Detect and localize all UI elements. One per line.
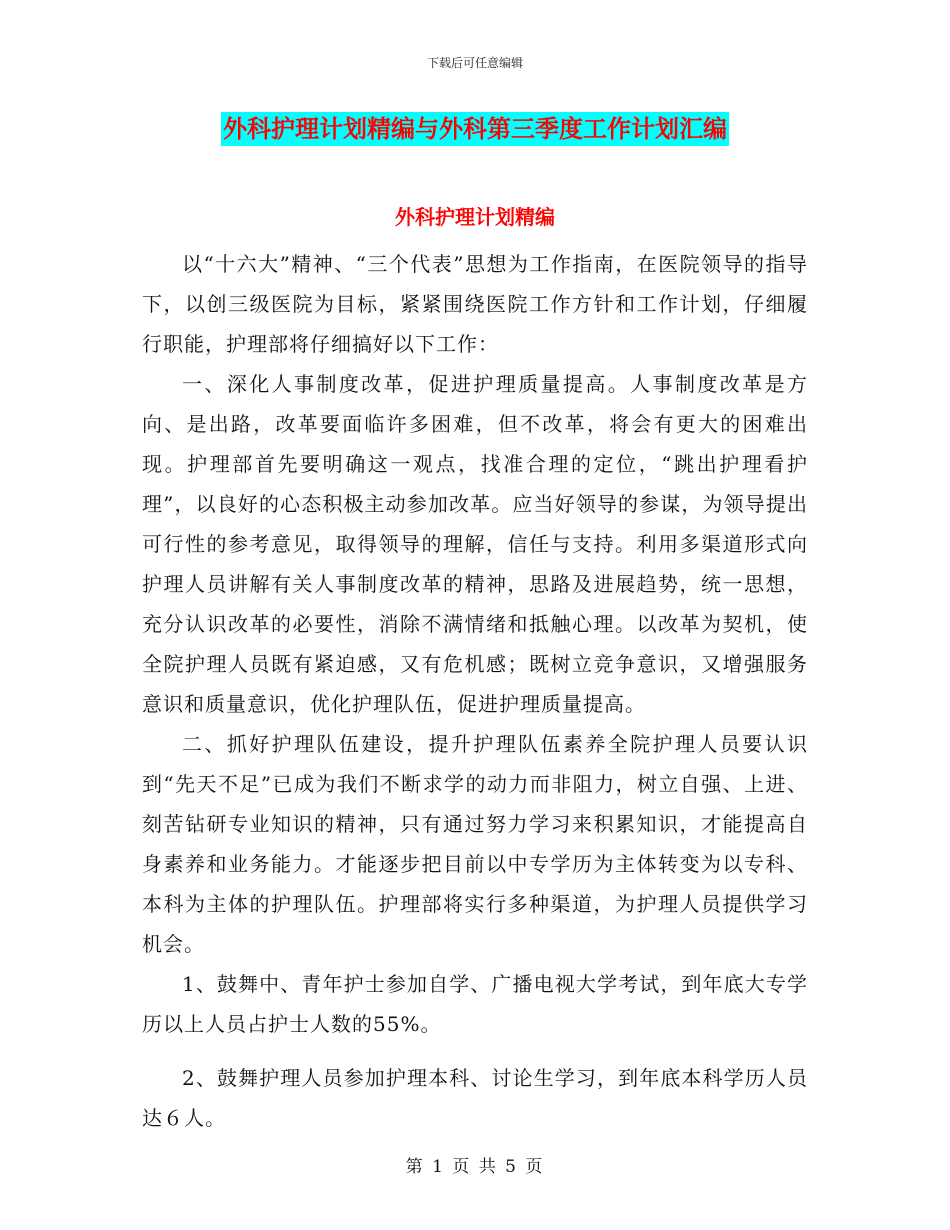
page-footer: 第 1 页 共 5 页 [405,1157,545,1177]
paragraph-team-building: 二、抓好护理队伍建设，提升护理队伍素养全院护理人员要认识到“先天不足”已成为我们不断求学的动力而非阻力，树立自强、上进、刻苦钻研专业知识的精神，只有通过努力学习来积累知识，才能提高自身素养和业务能力。才能逐步把目前以中专学历为主体转变为以专科、本科为主体的护理队伍。护理部将实行多种渠道，为护理人员提供学习机会。 [142,732,808,956]
paragraph-reform: 一、深化人事制度改革，促进护理质量提高。人事制度改革是方向、是出路，改革要面临许多困难，但不改革，将会有更大的困难出现。护理部首先要明确这一观点，找准合理的定位，“跳出护理看护理”，以良好的心态积极主动参加改革。应当好领导的参谋，为领导提出可行性的参考意见，取得领导的理解，信任与支持。利用多渠道形式向护理人员讲解有关人事制度改革的精神，思路及进展趋势，统一思想，充分认识改革的必要性，消除不满情绪和抵触心理。以改革为契机，使全院护理人员既有紧迫感，又有危机感；既树立竞争意识，又增强服务意识和质量意识，优化护理队伍，促进护理质量提高。 [142,372,808,716]
document-body [142,244,808,1138]
paragraph-item-2: 2、鼓舞护理人员参加护理本科、讨论生学习，到年底本科学历人员达６人。 [142,1066,808,1130]
section-title: 外科护理计划精编 [395,205,555,229]
main-title-container [0,112,950,146]
header-note: 下载后可任意编辑 [426,56,523,70]
paragraph-intro: 以“十六大”精神、“三个代表”思想为工作指南，在医院领导的指导下，以创三级医院为目标，紧紧围绕医院工作方针和工作计划，仔细履行职能，护理部将仔细搞好以下工作： [142,252,808,356]
paragraph-item-1: 1、鼓舞中、青年护士参加自学、广播电视大学考试，到年底大专学历以上人员占护士人数的55%。 [142,972,808,1036]
document-title: 外科护理计划精编与外科第三季度工作计划汇编 [221,112,729,146]
